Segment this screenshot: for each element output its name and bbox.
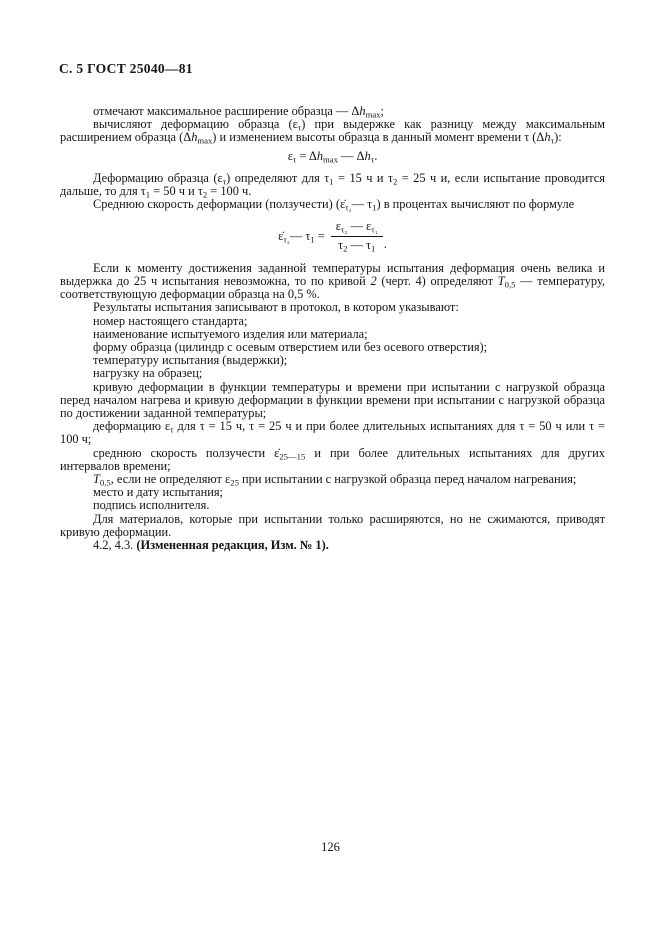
text-segment: 25 <box>230 477 239 488</box>
paragraph <box>60 513 605 539</box>
text-segment: h <box>359 104 366 118</box>
paragraph <box>60 381 605 421</box>
text-segment: — ε <box>347 219 372 234</box>
formula-lhs <box>278 230 325 243</box>
text-segment: h <box>364 148 371 163</box>
text-segment: при испытании с нагрузкой образца перед началом нагревания; <box>238 472 577 487</box>
fraction-numerator <box>331 220 383 236</box>
text-segment: для τ = 15 ч, τ = 25 ч и при более длительных испытаниях для τ = 50 ч или τ = 100 ч; <box>60 419 606 447</box>
text-segment: = 100 ч. <box>207 184 252 199</box>
formula-tail <box>384 238 387 251</box>
text-segment: и при более длительных испытаниях для других интервалов времени; <box>60 445 605 473</box>
paragraph <box>60 262 605 302</box>
text-segment: max <box>197 135 213 146</box>
text-segment: τ₂ <box>340 224 348 235</box>
text-segment: . <box>383 236 387 251</box>
text-segment: T <box>497 274 505 289</box>
paragraph <box>60 172 605 198</box>
text-segment: = 50 ч и τ <box>150 184 203 199</box>
text-segment: ) определяют для τ <box>226 170 330 185</box>
text-segment: τ <box>338 237 344 252</box>
text-segment: ): <box>554 130 562 145</box>
text-segment: h <box>191 130 198 145</box>
text-segment: = 25 ч и, если испытание проводится дальше, то для τ <box>60 170 605 199</box>
text-segment: τ₂ <box>345 202 352 213</box>
text-segment: — τ <box>351 197 373 212</box>
text-segment: ; <box>380 104 384 118</box>
text-segment: наименование испытуемого изделия или материала; <box>93 326 368 341</box>
text-segment: отмечают максимальное расширение образца — Δ <box>93 104 360 118</box>
text-segment: τ <box>297 122 302 133</box>
document-body <box>60 105 605 552</box>
text-segment: 2 <box>202 189 208 200</box>
text-segment: = Δ <box>296 148 317 163</box>
text-segment: = <box>314 228 325 243</box>
text-segment: подпись исполнителя. <box>93 498 210 513</box>
text-segment: температуру испытания (выдержки); <box>93 353 288 368</box>
text-segment: h <box>316 148 324 163</box>
formula-fraction <box>60 219 605 254</box>
page-header: С. 5 ГОСТ 25040—81 <box>59 61 193 76</box>
text-segment: (Измененная редакция, Изм. № 1). <box>136 538 329 553</box>
paragraph <box>60 198 605 211</box>
text-segment: ε <box>287 148 293 163</box>
text-segment: 25—15 <box>279 451 306 462</box>
text-segment: ) в процентах вычисляют по формуле <box>376 197 575 212</box>
text-segment: τ <box>370 154 375 165</box>
page-number: 126 <box>321 840 340 854</box>
text-segment: (черт. 4) определяют <box>376 274 498 289</box>
text-segment: Деформацию образца (ε <box>93 170 223 185</box>
text-segment: — τ <box>289 228 311 243</box>
text-segment: форму образца (цилиндр с осевым отверстием или без осевого отверстия); <box>93 340 488 355</box>
text-segment: 0,5 <box>99 477 111 488</box>
text-segment: Если к моменту достижения заданной температуры испытания деформация очень велика и выдержка до 25 ч испытания невозможна, то по кривой <box>60 260 605 289</box>
text-segment: τ₂ <box>283 233 290 244</box>
text-segment: . <box>374 148 378 163</box>
text-segment: 0,5 <box>504 279 516 290</box>
fraction-denominator <box>331 237 383 252</box>
text-segment: 1 <box>329 176 334 187</box>
text-segment: — Δ <box>337 148 365 163</box>
fraction <box>331 219 383 254</box>
text-segment: τ <box>292 154 297 165</box>
text-segment: , если не определяют ε <box>110 472 231 487</box>
text-segment: max <box>323 154 338 165</box>
text-segment: ε <box>335 219 341 234</box>
text-segment: max <box>365 109 381 120</box>
text-segment: τ <box>170 424 174 435</box>
text-segment: ) и изменением высоты образца в данный момент времени τ (Δ <box>212 130 545 145</box>
text-segment: 1 <box>310 233 315 244</box>
text-segment: = 15 ч и τ <box>333 170 393 185</box>
text-segment: Результаты испытания записывают в протокол, в котором указывают: <box>93 300 459 315</box>
text-segment: τ <box>550 135 555 146</box>
paragraph <box>60 447 605 473</box>
paragraph <box>60 539 605 552</box>
text-segment: место и дату испытания; <box>93 485 224 500</box>
text-segment: — τ <box>347 237 372 252</box>
text-segment: кривую деформации в функции температуры и времени при испытании с нагрузкой образца перед началом нагрева и кривую деформации в функции времени при испытании с нагрузкой образца по достижении заданной температуры; <box>60 379 605 421</box>
formula <box>60 150 605 163</box>
text-segment: 1 <box>145 189 151 200</box>
text-segment: T <box>93 472 100 487</box>
text-segment: — температуру, соответствующую деформации образца на 0,5 %. <box>60 274 605 302</box>
text-segment: нагрузку на образец; <box>93 366 203 381</box>
text-segment: деформацию ε <box>93 419 171 434</box>
text-segment: 1 <box>372 202 377 213</box>
text-segment: Среднюю скорость деформации (ползучести) (ε̇ <box>93 197 346 212</box>
text-segment: 2 <box>343 243 348 254</box>
text-segment: ε̇ <box>278 228 284 243</box>
text-segment: среднюю скорость ползучести ε̇ <box>93 445 280 460</box>
text-segment: τ₁ <box>371 224 378 235</box>
text-segment: 1 <box>371 243 376 254</box>
text-segment: 2 <box>392 176 398 187</box>
paragraph <box>60 420 605 446</box>
text-segment: Для материалов, которые при испытании только расширяются, но не сжимаются, приводят кривую деформации. <box>60 511 605 539</box>
text-segment: h <box>544 130 551 145</box>
text-segment: τ <box>222 176 227 187</box>
text-segment: ) при выдержке как разницу между максимальным расширением образца (Δ <box>60 117 605 145</box>
paragraph <box>60 118 605 144</box>
text-segment: 4.2, 4.3. <box>93 538 137 553</box>
text-segment: номер настоящего стандарта; <box>93 313 248 328</box>
text-segment: 2 <box>370 274 377 289</box>
text-segment: вычисляют деформацию образца (ε <box>93 117 298 132</box>
